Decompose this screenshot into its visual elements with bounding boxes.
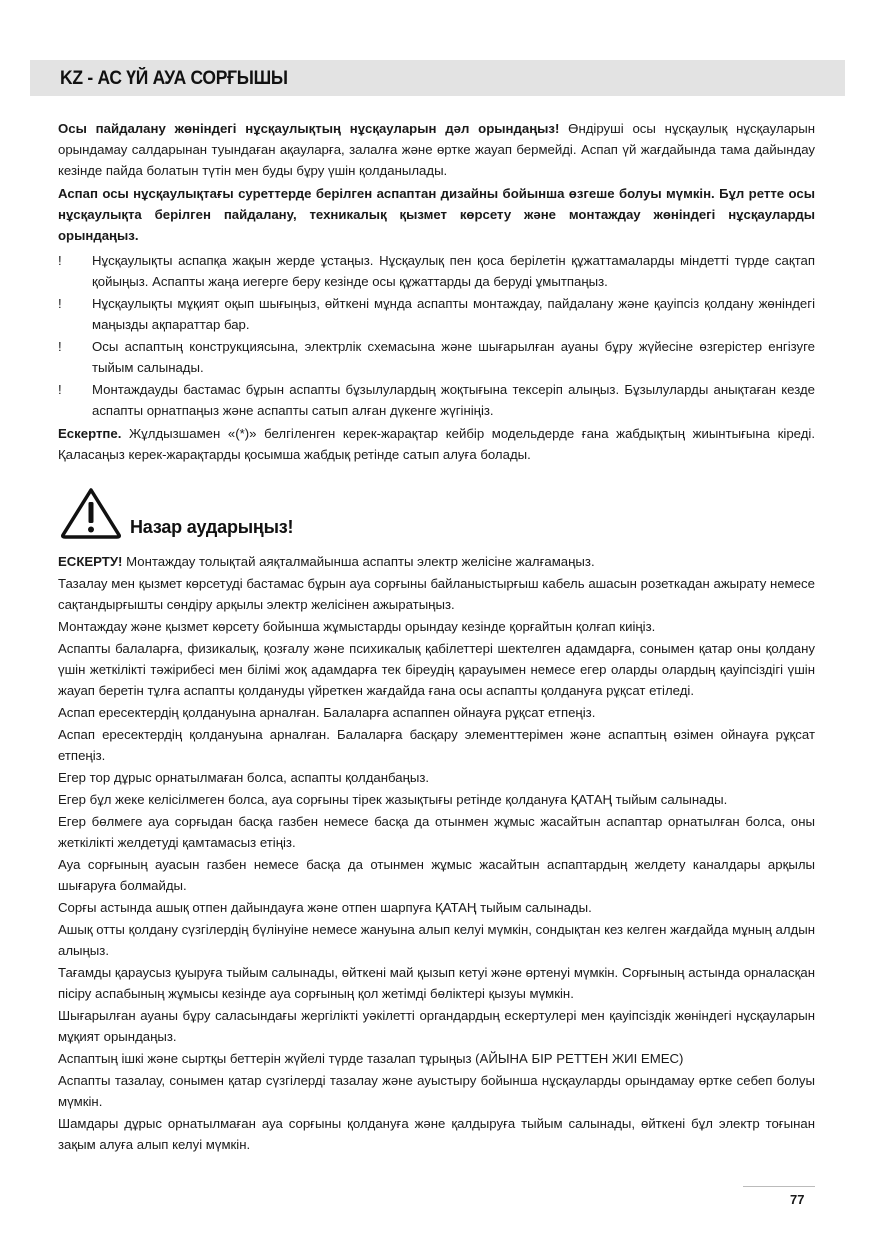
warning-title: Назар аударыңыз! [130, 517, 294, 537]
bullet-item [58, 379, 815, 421]
bullet-item [58, 336, 815, 378]
page-title: KZ - АС ҮЙ АУА СОРҒЫШЫ [60, 68, 288, 89]
warning-item: Егер тор дұрыс орнатылмаған болса, аспапты қолданбаңыз. [58, 770, 430, 785]
bullet-text: Осы аспаптың конструкциясына, электрлік схемасына және шығарылған ауаны бұру жүйесіне өзгерістер енгізуге тыйым салынады. [92, 339, 815, 375]
warning-label: ЕСКЕРТУ! [58, 554, 123, 569]
warning-item: Аспап ересектердің қолдануына арналған. Балаларға аспаппен ойнауға рұқсат етпеңіз. [58, 705, 596, 720]
footer-divider [743, 1186, 815, 1187]
design-notice: Аспап осы нұсқаулықтағы суреттерде берілген аспаптан дизайны бойынша өзгеше болуы мүмкін. Бұл ретте осы нұсқаулықта берілген пайдалану, техникалық қызмет көрсету және монтаждау жөніндегі нұсқауларды орындаңыз. [58, 186, 815, 243]
bullet-text: Нұсқаулықты аспапқа жақын жерде ұстаңыз. Нұсқаулық пен қоса берілетін құжаттамаларды міндетті түрде сақтап қойыңыз. Аспапты жаңа иегерге беру кезінде осы құжаттарды да беруді ұмытпаңыз. [92, 253, 815, 289]
warning-header [58, 487, 815, 549]
warning-item: Тазалау мен қызмет көрсетуді бастамас бұрын ауа сорғыны байланыстырғыш кабель ашасын розеткадан ажырату немесе сақтандырғышты сөндіру арқылы электр желісінен ажыратыңыз. [58, 576, 815, 612]
warning-item: Сорғы астында ашық отпен дайындауға және отпен шарпуға ҚАТАҢ тыйым салынады. [58, 900, 592, 915]
note-label: Ескертпе. [58, 426, 122, 441]
warning-item: Аспаптың ішкі және сыртқы беттерін жүйелі түрде тазалап тұрыңыз (АЙЫНА БІР РЕТТЕН ЖИІ ЕМЕС) [58, 1051, 684, 1066]
warning-item: Аспапты балаларға, физикалық, қозғалу және психикалық қабілеттері шектелген адамдарға, сонымен қатар оны қолдану үшін жеткілікті тәжірибесі мен білімі жоқ адамдарға тек біреудің қарауымен немесе егер оларды олардың қауіпсіздігі үшін жауап беретін тұлға аспапты қолдануды үйреткен жағдайда ғана осы аспапты қолдануға рұқсат етіледі. [58, 641, 815, 698]
warning-item: Егер бұл жеке келісілмеген болса, ауа сорғыны тірек жазықтығы ретінде қолдануға ҚАТАҢ тыйым салынады. [58, 792, 728, 807]
bullet-item [58, 250, 815, 292]
exclamation-icon: ! [58, 339, 62, 354]
warning-item: Егер бөлмеге ауа сорғыдан басқа газбен немесе басқа да отынмен жұмыс жасайтын аспаптар орнатылған болса, оны жеткілікті желдетуді қамтамасыз етіңіз. [58, 814, 815, 850]
warning-item: Аспапты тазалау, сонымен қатар сүзгілерді тазалау және ауыстыру бойынша нұсқауларды орындамау өртке себеп болуы мүмкін. [58, 1073, 815, 1109]
warning-item: Аспап ересектердің қолдануына арналған. Балаларға басқару элементтерімен және аспаптың өзімен ойнауға рұқсат етпеңіз. [58, 727, 815, 763]
warning-item [58, 551, 815, 572]
warning-item: Шығарылған ауаны бұру саласындағы жергілікті уәкілетті органдардың ескертулері мен қауіпсіздік жөніндегі нұсқауларын мұқият орындаңыз. [58, 1008, 815, 1044]
intro-paragraph [58, 118, 815, 181]
intro-bold-sentence: Осы пайдалану жөніндегі нұсқаулықтың нұсқауларын дәл орындаңыз! [58, 121, 560, 136]
warning-item: Тағамды қараусыз қуыруға тыйым салынады, өйткені май қызып кетуі және өртенуі мүмкін. Сорғының астында орналасқан пісіру аспабының жұмысы кезінде ауа сорғының қол жетімді бөліктері қызуы мүмкін. [58, 965, 815, 1001]
warning-item: Монтаждау және қызмет көрсету бойынша жұмыстарды орындау кезінде қорғайтын қолғап киіңіз. [58, 619, 656, 634]
section-header [30, 60, 845, 96]
warning-item: Шамдары дұрыс орнатылмаған ауа сорғыны қолдануға және қалдыруға тыйым салынады, өйткені бұл электр тоғынан зақым алуға алып келуі мүмкін. [58, 1116, 815, 1152]
warning-text: Монтаждау толықтай аяқталмайынша аспапты электр желісіне жалғамаңыз. [122, 554, 595, 569]
warning-item: Ауа сорғының ауасын газбен немесе басқа да отынмен жұмыс жасайтын аспаптардың желдету каналдары арқылы шығаруға болмайды. [58, 857, 815, 893]
bullet-item [58, 293, 815, 335]
bullet-text: Монтаждауды бастамас бұрын аспапты бұзылулардың жоқтығына тексеріп алыңыз. Бұзылуларды анықтаған кезде аспапты орнатпаңыз және аспапты сатып алған дүкенге жүгініңіз. [92, 382, 815, 418]
warning-item: Ашық отты қолдану сүзгілердің бүлінуіне немесе жануына алып келуі мүмкін, сондықтан кез келген жағдайда мұның алдын алыңыз. [58, 922, 815, 958]
safety-warnings [58, 551, 815, 1155]
intro-rest: Өндіруші осы нұсқаулық нұсқауларын орындамау салдарынан туындаған ақауларға, залалға және өртке жауап бермейді. Аспап үй жағдайында тама дайындау кезінде пайда болатын түтін мен буды бұру үшін қолданылады. [58, 121, 815, 178]
bullet-list [58, 250, 815, 421]
document-body [58, 118, 815, 1156]
note-paragraph [58, 423, 815, 465]
exclamation-icon: ! [58, 253, 62, 268]
warning-triangle-icon [60, 487, 122, 539]
exclamation-icon: ! [58, 382, 62, 397]
page-number: 77 [790, 1192, 805, 1207]
bullet-text: Нұсқаулықты мұқият оқып шығыңыз, өйткені мұнда аспапты монтаждау, пайдалану және қауіпсіз қолдану жөніндегі маңызды ақпараттар бар. [92, 296, 815, 332]
exclamation-icon: ! [58, 296, 62, 311]
note-text: Жұлдызшамен «(*)» белгіленген керек-жарақтар кейбір модельдерде ғана жабдықтың жиынтығына кіреді. Қаласаңыз керек-жарақтарды қосымша жабдық ретінде сатып алуға болады. [58, 426, 815, 462]
